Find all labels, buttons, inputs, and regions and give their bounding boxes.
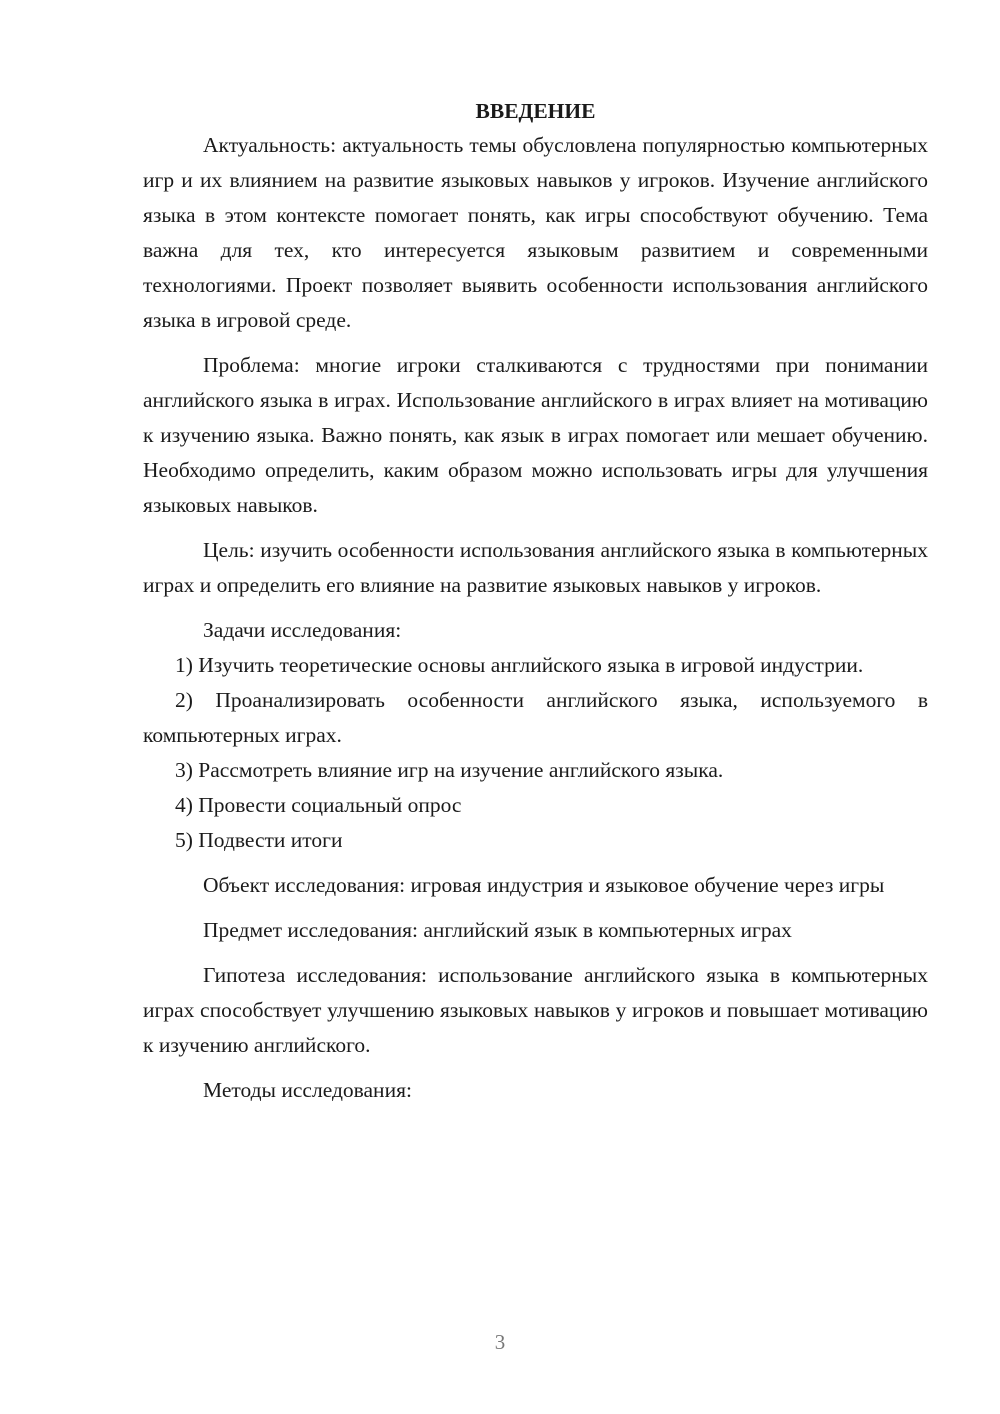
hypothesis-paragraph: Гипотеза исследования: использование английского языка в компьютерных играх способствует улучшению языковых навыков у игроков и повышает мотивацию к изучению английского. [143, 963, 928, 1057]
page-title: ВВЕДЕНИЕ [475, 99, 596, 123]
relevance-paragraph: Актуальность: актуальность темы обусловлена популярностью компьютерных игр и их влиянием на развитие языковых навыков у игроков. Изучение английского языка в этом контексте помогает понять, как игры способствуют обучению. Тема важна для тех, кто интересуется языковым развитием и современными технологиями. Проект позволяет выявить особенности использования английского языка в игровой среде. [143, 133, 928, 332]
goal-paragraph: Цель: изучить особенности использования английского языка в компьютерных играх и определить его влияние на развитие языковых навыков у игроков. [143, 538, 928, 597]
task-item-1: 1) Изучить теоретические основы английского языка в игровой индустрии. [175, 653, 864, 677]
methods-heading: Методы исследования: [203, 1078, 412, 1102]
task-item-4: 4) Провести социальный опрос [175, 793, 462, 817]
object-paragraph: Объект исследования: игровая индустрия и языковое обучение через игры [203, 873, 885, 897]
page-number: 3 [494, 1330, 506, 1354]
task-item-3: 3) Рассмотреть влияние игр на изучение английского языка. [175, 758, 724, 782]
task-item-2: 2) Проанализировать особенности английского языка, используемого в компьютерных играх. [143, 688, 928, 747]
problem-paragraph: Проблема: многие игроки сталкиваются с трудностями при понимании английского языка в играх. Использование английского в играх влияет на мотивацию к изучению языка. Важно понять, как язык в играх помогает или мешает обучению. Необходимо определить, каким образом можно использовать игры для улучшения языковых навыков. [143, 353, 928, 517]
tasks-heading: Задачи исследования: [203, 618, 402, 642]
task-item-5: 5) Подвести итоги [175, 828, 343, 852]
subject-paragraph: Предмет исследования: английский язык в компьютерных играх [203, 918, 792, 942]
page-content [143, 94, 928, 1108]
